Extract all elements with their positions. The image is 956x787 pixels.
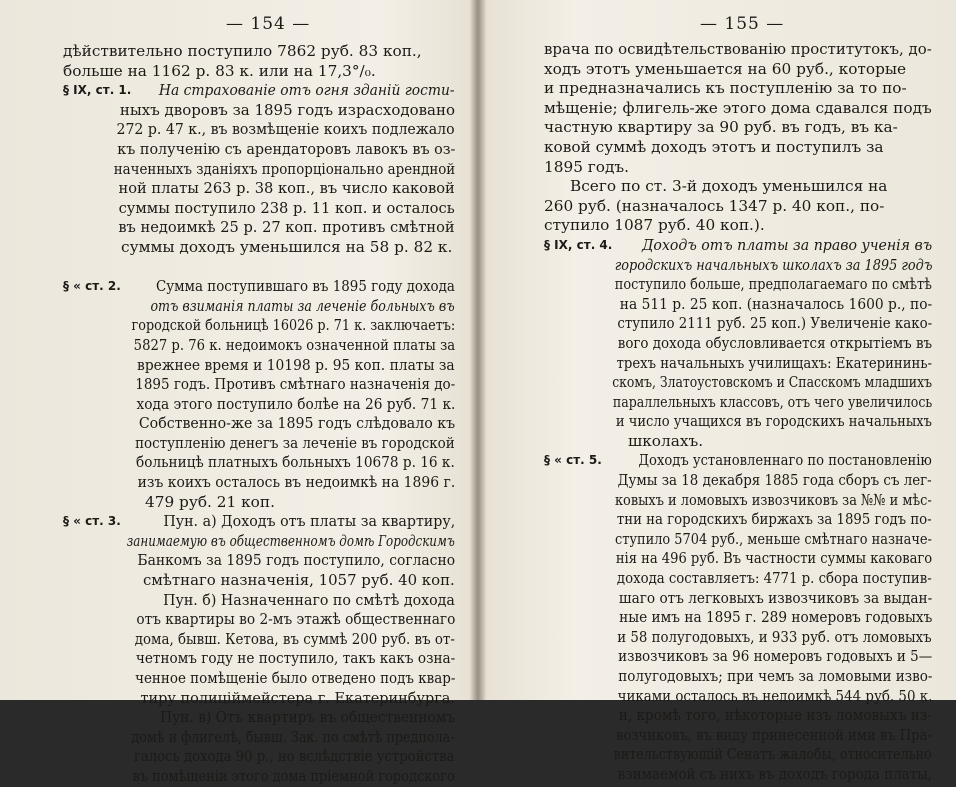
line-text: школахъ. [628, 431, 704, 450]
section-reference: § « ст. 5. [544, 453, 602, 468]
line-text: 479 руб. 21 коп. [145, 492, 275, 511]
text-line [63, 81, 455, 101]
text-line [544, 295, 932, 315]
text-line [544, 256, 932, 276]
section-reference: § « ст. 3. [63, 514, 121, 529]
text-line [544, 491, 932, 511]
text-line [544, 628, 932, 648]
left-page-number: — 154 — [226, 14, 311, 34]
text-line [63, 669, 455, 689]
line-text: ступило 5704 руб., меньше смѣтнаго назначе- [614, 529, 932, 548]
line-text: четномъ году не поступило, такъ какъ озна- [135, 649, 456, 668]
line-text: къ полученію съ арендаторовъ лавокъ въ оз- [117, 139, 456, 158]
line-text: врежнее время и 10198 р. 95 коп. платы за [137, 355, 455, 374]
line-text: 1895 годъ. [544, 157, 630, 176]
line-text: Сумма поступившаго въ 1895 году дохода [155, 277, 455, 296]
text-line [544, 99, 932, 119]
text-line [63, 199, 455, 219]
line-text: трехъ начальныхъ училищахъ: Екатерининь- [616, 353, 933, 372]
line-text: смѣтнаго назначенія, 1057 руб. 40 коп. [142, 571, 455, 590]
line-text: частную квартиру за 90 руб. въ годъ, въ ка- [544, 118, 898, 137]
text-line [63, 571, 455, 591]
line-text: отъ взиманія платы за леченіе больныхъ въ [150, 296, 455, 315]
text-line [544, 334, 932, 354]
text-line [63, 453, 455, 473]
line-text: тни на городскихъ биржахъ за 1895 годъ по- [616, 510, 932, 529]
text-line [544, 745, 932, 765]
text-line [63, 689, 455, 709]
right-page [478, 0, 956, 783]
line-text: 5827 р. 76 к. недоимокъ означенной платы за [133, 335, 456, 354]
line-text: ходъ этотъ уменьшается на 60 руб., которые [544, 59, 907, 78]
line-text: вительствующій Сенатъ жалобы, относительно [613, 745, 932, 764]
line-text: нія на 496 руб. Въ частности суммы каковаго [615, 549, 933, 568]
line-text: тиру полиціймейстера г. Екатеринбурга. [140, 688, 456, 707]
text-line [544, 177, 932, 197]
text-line [63, 473, 455, 493]
line-text: ченное помѣщеніе было отведено подъ квар- [135, 669, 456, 687]
section-reference: § « ст. 2. [63, 279, 121, 294]
text-line [63, 356, 455, 376]
line-text: въ недоимкѣ 25 р. 27 коп. противъ смѣтной [118, 218, 455, 237]
text-line [63, 179, 455, 199]
line-text: Думы за 18 декабря 1885 года сборъ съ лег- [617, 471, 932, 490]
line-text: городской больницѣ 16026 р. 71 к. заключаетъ: [131, 316, 456, 335]
line-text: хода этого поступило болѣе на 26 руб. 71 к. [136, 394, 456, 413]
text-line [544, 314, 932, 334]
text-line [544, 40, 932, 60]
line-text: и число учащихся въ городскихъ начальныхъ [615, 412, 933, 431]
line-text: скомъ, Златоустовскомъ и Спасскомъ младшихъ [612, 373, 932, 392]
text-line [63, 610, 455, 630]
text-line [63, 140, 455, 160]
text-line [63, 532, 455, 552]
text-line [63, 218, 455, 238]
line-text: больницѣ платныхъ больныхъ 10678 р. 16 к. [136, 453, 455, 472]
text-line [63, 238, 455, 258]
line-text: занимаемую въ общественномъ домѣ Городскимъ [126, 531, 455, 550]
line-text: и, кромѣ того, нѣкоторые изъ ломовыхъ из- [618, 706, 932, 725]
text-line [63, 336, 455, 356]
line-text: параллельныхъ классовъ, отъ чего увеличилось [612, 392, 933, 411]
text-line [63, 630, 455, 650]
line-text: чиками осталось въ недоимкѣ 544 руб. 50 к. [617, 686, 933, 705]
text-line [544, 118, 932, 138]
line-text: ковыхъ и ломовыхъ извозчиковъ за №№ и мѣс- [614, 490, 932, 509]
text-line [63, 747, 455, 767]
line-text: Банкомъ за 1895 годъ поступило, согласно [137, 551, 456, 570]
line-text: ной платы 263 р. 38 коп., въ число каковой [118, 179, 455, 198]
line-text: Пун. а) Доходъ отъ платы за квартиру, [163, 512, 456, 531]
line-text: взимаемой съ нихъ въ доходъ города платы, [617, 764, 933, 783]
left-page-text [63, 42, 455, 787]
left-page [0, 0, 478, 785]
line-text: дохода составляетъ: 4771 р. сбора поступив- [616, 569, 932, 588]
line-text: и предназначались къ поступленію за то по- [544, 79, 907, 98]
line-text: галось дохода 90 р., но вслѣдствіе устройства [133, 747, 455, 766]
line-text: Всего по ст. 3-й доходъ уменьшился на [570, 177, 888, 196]
text-line [544, 765, 932, 785]
line-text: врача по освидѣтельствованію проститутокъ, до- [544, 40, 932, 58]
line-text: суммы доходъ уменьшился на 58 р. 82 к. [121, 237, 453, 256]
text-line [544, 647, 932, 667]
text-line [544, 471, 932, 491]
text-line [63, 42, 455, 62]
line-text: полугодовыхъ; при чемъ за ломовыми изво- [618, 667, 933, 685]
text-line [544, 569, 932, 589]
text-line [544, 79, 932, 99]
line-text: Пун. б) Назначеннаго по смѣтѣ дохода [163, 590, 455, 609]
text-line [63, 258, 455, 278]
line-text: на 511 р. 25 коп. (назначалось 1600 р., по- [619, 294, 933, 313]
line-text: 272 р. 47 к., въ возмѣщеніе коихъ подлежало [116, 120, 455, 139]
line-text: дома, бывш. Кетова, въ суммѣ 200 руб. въ от- [134, 629, 455, 648]
text-line [63, 767, 455, 787]
right-page-text [544, 40, 932, 785]
text-line [544, 432, 932, 452]
line-text: извозчиковъ за 96 номеровъ годовыхъ и 5— [618, 647, 933, 666]
line-text: 1895 годъ. Противъ смѣтнаго назначенія до- [135, 375, 456, 394]
text-line [544, 706, 932, 726]
line-text: возчиковъ, въ виду принесенной ими въ Пра- [616, 725, 932, 744]
text-line [63, 591, 455, 611]
line-text: больше на 1162 р. 83 к. или на 17,3°/₀. [63, 61, 376, 80]
line-text: На страхованіе отъ огня зданій гости- [158, 81, 455, 100]
line-text: Собственно-же за 1895 годъ слѣдовало къ [138, 414, 456, 433]
text-line [544, 197, 932, 217]
line-text: въ помѣщеніи этого дома пріемной городского [132, 766, 455, 785]
text-line [544, 726, 932, 746]
text-line [63, 493, 455, 513]
line-text: вого дохода обусловливается открытіемъ въ [617, 333, 933, 352]
text-line [63, 316, 455, 336]
line-text: изъ коихъ осталось въ недоимкѣ на 1896 г. [137, 473, 456, 492]
line-text: ные имъ на 1895 г. 289 номеровъ годовыхъ [619, 608, 933, 627]
text-line [63, 708, 455, 728]
text-line [63, 395, 455, 415]
text-line [544, 236, 932, 256]
text-line [544, 608, 932, 628]
text-line [544, 549, 932, 569]
text-line [544, 393, 932, 413]
line-text: шаго отъ легковыхъ извозчиковъ за выдан- [618, 588, 933, 607]
text-line [544, 589, 932, 609]
right-page-number: — 155 — [700, 14, 785, 34]
text-line [63, 277, 455, 297]
section-reference: § IX, ст. 1. [63, 83, 132, 98]
section-reference: § IX, ст. 4. [544, 237, 613, 252]
line-text: наченныхъ зданіяхъ пропорціонально арендной [113, 159, 456, 178]
line-text: домѣ и флигелѣ, бывш. Зак. по смѣтѣ предпола- [131, 727, 455, 746]
text-line [63, 160, 455, 180]
line-text: дѣйствительно поступило 7862 руб. 83 коп., [63, 42, 422, 60]
text-line [544, 687, 932, 707]
text-line [63, 551, 455, 571]
text-line [544, 510, 932, 530]
text-line [63, 414, 455, 434]
line-text: мѣщеніе; флигель-же этого дома сдавался подъ [544, 98, 932, 117]
text-line [544, 667, 932, 687]
text-line [63, 101, 455, 121]
text-line [63, 120, 455, 140]
text-line [544, 530, 932, 550]
line-text: Доходъ отъ платы за право ученія въ [641, 235, 933, 254]
text-line [63, 434, 455, 454]
line-text: поступленію денегъ за леченіе въ городской [135, 433, 455, 452]
text-line [63, 62, 455, 82]
line-text: отъ квартиры во 2-мъ этажѣ общественнаго [136, 610, 456, 629]
text-line [544, 158, 932, 178]
text-line [544, 451, 932, 471]
text-line [63, 649, 455, 669]
line-text: городскихъ начальныхъ школахъ за 1895 годъ [614, 255, 933, 274]
text-line [544, 354, 932, 374]
line-text: ковой суммѣ доходъ этотъ и поступилъ за [544, 137, 884, 156]
line-text: и 58 полугодовыхъ, и 933 руб. отъ ломовыхъ [617, 627, 932, 646]
line-text: ступило 2111 руб. 25 коп.) Увеличеніе како- [617, 314, 933, 333]
text-line [544, 373, 932, 393]
text-line [544, 138, 932, 158]
line-text: поступило больше, предполагаемаго по смѣтѣ [614, 275, 932, 294]
text-line [63, 297, 455, 317]
text-line [544, 216, 932, 236]
line-text: суммы поступило 238 р. 11 коп. и осталось [118, 198, 455, 217]
text-line [63, 512, 455, 532]
text-line [63, 728, 455, 748]
text-line [544, 60, 932, 80]
line-text: ныхъ дворовъ за 1895 годъ израсходовано [119, 100, 456, 119]
line-text: ступило 1087 руб. 40 коп.). [544, 216, 765, 235]
line-text: Пун. в) Отъ квартиръ въ общественномъ [160, 708, 456, 727]
text-line [544, 275, 932, 295]
line-text: Доходъ установленнаго по постановленію [638, 451, 932, 470]
text-line [63, 375, 455, 395]
line-text: 260 руб. (назначалось 1347 р. 40 коп., по- [544, 196, 885, 215]
text-line [544, 412, 932, 432]
